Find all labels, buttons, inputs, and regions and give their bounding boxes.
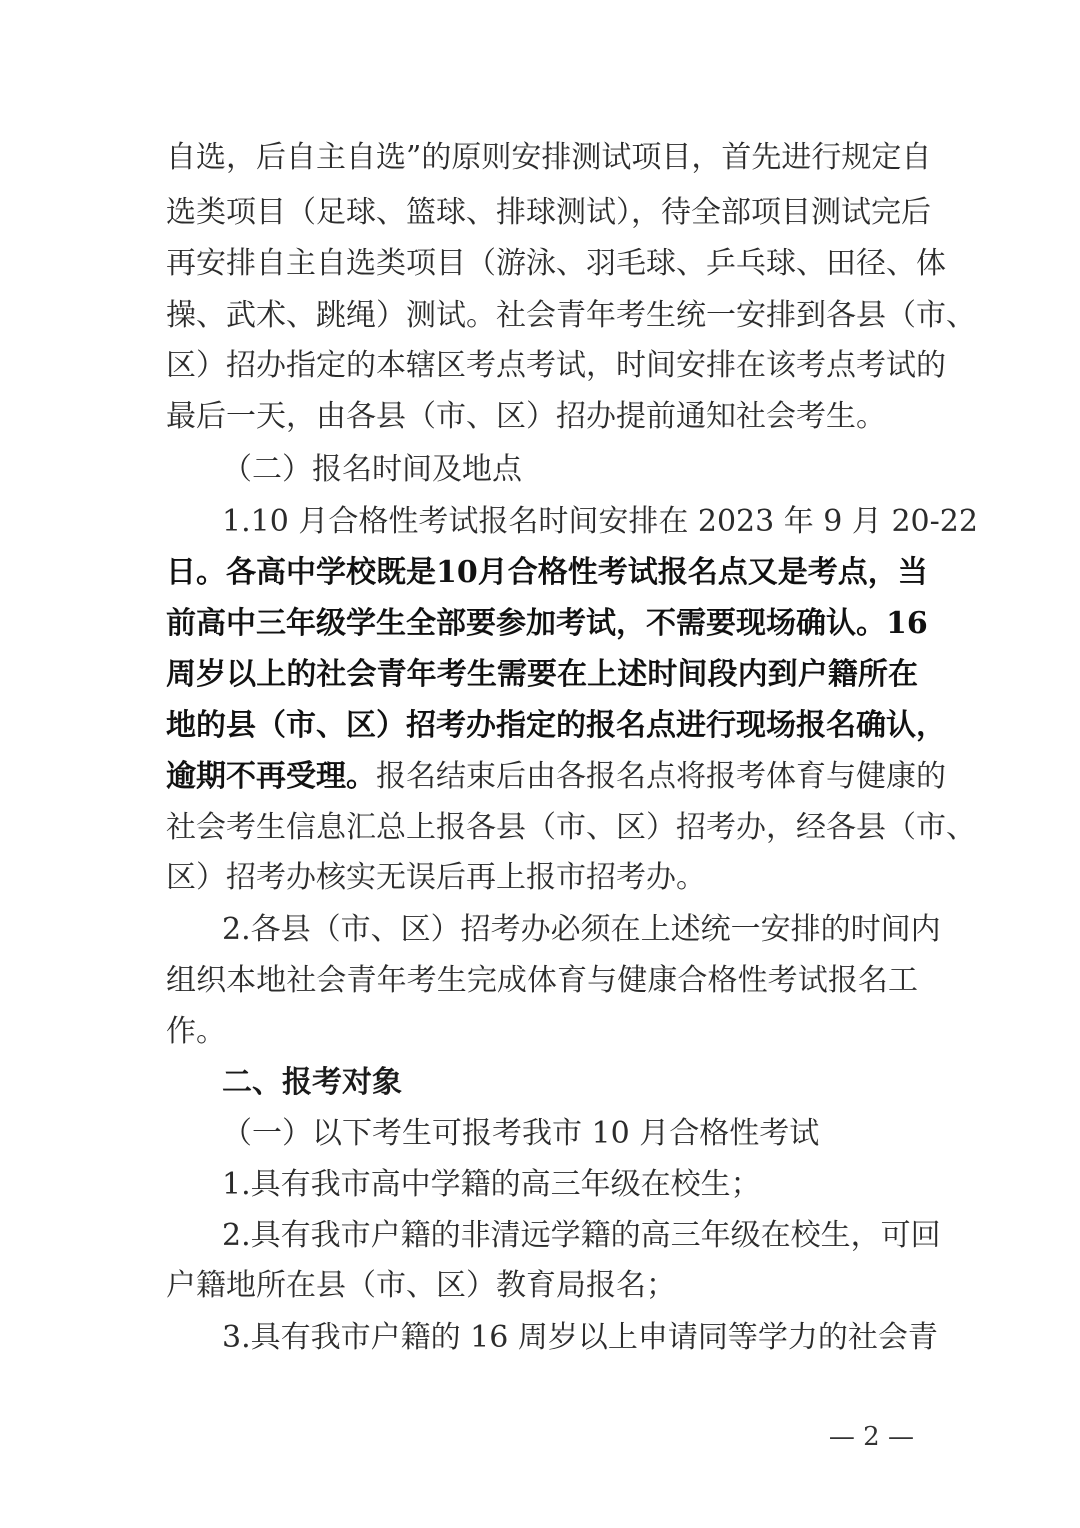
body-line: 选类项目（足球、篮球、排球测试），待全部项目测试完后 (166, 195, 931, 230)
page-number: — 2 — (828, 1422, 914, 1452)
section-heading: 二、报考对象 (222, 1065, 402, 1100)
section-subheading: （一）以下考生可报考我市 10 月合格性考试 (222, 1116, 820, 1151)
body-line: 最后一天，由各县（市、区）招办提前通知社会考生。 (166, 399, 886, 434)
body-line-emphasis: 前高中三年级学生全部要参加考试，不需要现场确认。16 (166, 606, 928, 641)
list-item: 2.具有我市户籍的非清远学籍的高三年级在校生，可回 (222, 1218, 941, 1253)
body-line: 1.10 月合格性考试报名时间安排在 2023 年 9 月 20-22 (222, 504, 978, 539)
list-item: 3.具有我市户籍的 16 周岁以上申请同等学力的社会青 (222, 1320, 938, 1355)
emphasis-text: 逾期不再受理。 (166, 759, 376, 794)
body-line: 区）招考办核实无误后再上报市招考办。 (166, 860, 706, 895)
body-line: 社会考生信息汇总上报各县（市、区）招考办，经各县（市、 (166, 810, 976, 845)
body-line-emphasis: 周岁以上的社会青年考生需要在上述时间段内到户籍所在 (166, 657, 918, 692)
body-line: 作。 (166, 1014, 226, 1049)
normal-text: 报名结束后由各报名点将报考体育与健康的 (376, 759, 946, 794)
list-item-continuation: 户籍地所在县（市、区）教育局报名； (166, 1268, 676, 1303)
body-line: 区）招办指定的本辖区考点考试，时间安排在该考点考试的 (166, 348, 946, 383)
section-subheading: （二）报名时间及地点 (222, 452, 522, 487)
body-line: 2.各县（市、区）招考办必须在上述统一安排的时间内 (222, 912, 941, 947)
body-line: 组织本地社会青年考生完成体育与健康合格性考试报名工 (166, 963, 918, 998)
list-item: 1.具有我市高中学籍的高三年级在校生； (222, 1167, 761, 1202)
body-line: 自选，后自主自选”的原则安排测试项目，首先进行规定自 (166, 140, 932, 175)
body-line: 操、武术、跳绳）测试。社会青年考生统一安排到各县（市、 (166, 298, 976, 333)
body-line-emphasis: 日。各高中学校既是10月合格性考试报名点又是考点，当 (166, 555, 928, 590)
body-line: 再安排自主自选类项目（游泳、羽毛球、乒乓球、田径、体 (166, 246, 946, 281)
body-line-mixed (166, 757, 946, 797)
body-line-emphasis: 地的县（市、区）招考办指定的报名点进行现场报名确认， (166, 708, 946, 743)
